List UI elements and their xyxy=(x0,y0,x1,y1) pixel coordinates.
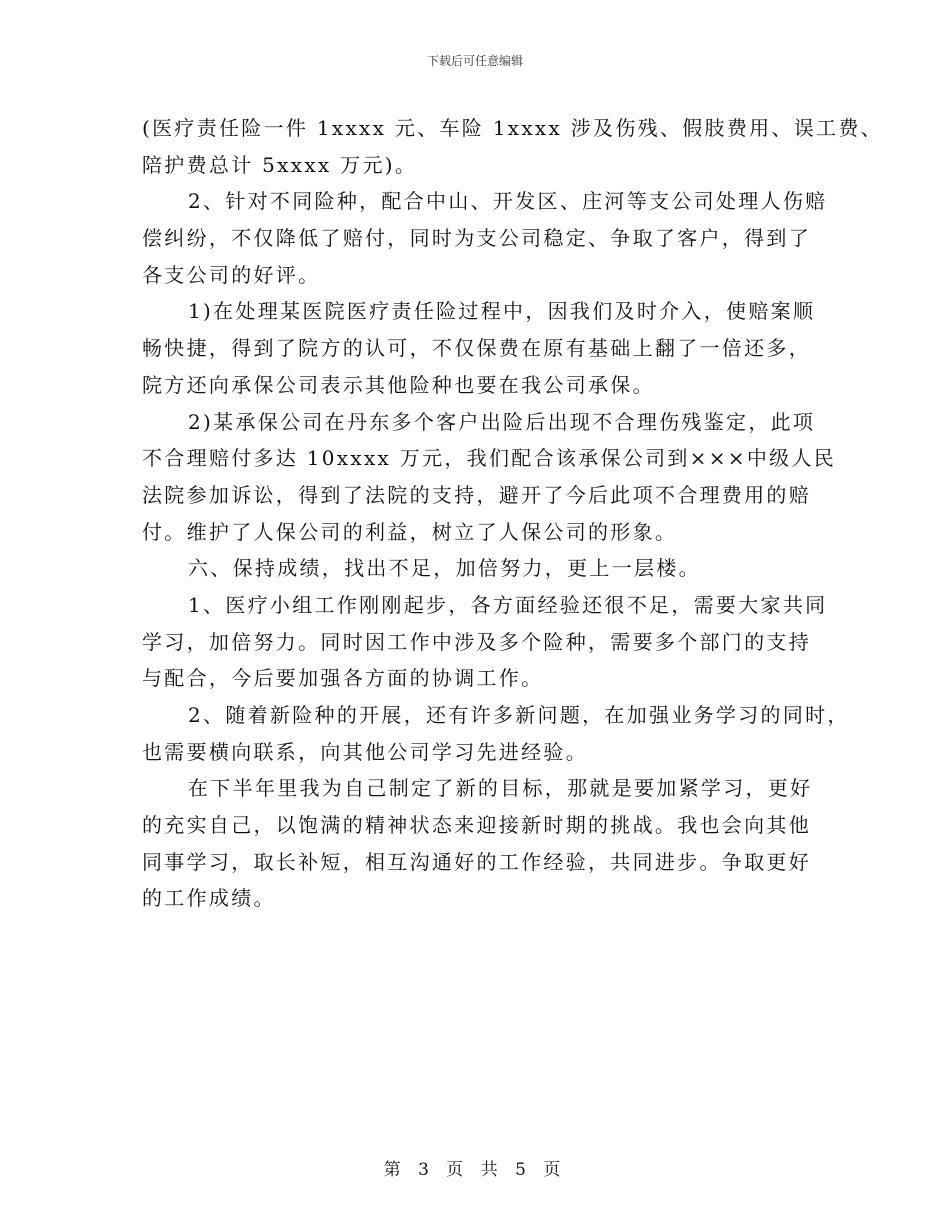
paragraph-start-line: 1)在处理某医院医疗责任险过程中，因我们及时介入，使赔案顺 xyxy=(188,299,816,324)
text-line: 也需要横向联系，向其他公司学习先进经验。 xyxy=(142,739,588,764)
text-line: 偿纠纷，不仅降低了赔付，同时为支公司稳定、争取了客户，得到了 xyxy=(142,226,811,251)
page-header: 下载后可任意编辑 xyxy=(426,54,523,68)
text-line: 畅快捷，得到了院方的认可，不仅保费在原有基础上翻了一倍还多， xyxy=(142,336,811,361)
text-line: 的充实自己，以饱满的精神状态来迎接新时期的挑战。我也会向其他 xyxy=(142,813,811,838)
text-line: 陪护费总计 5xxxx 万元)。 xyxy=(142,152,418,177)
text-line: 院方还向承保公司表示其他险种也要在我公司承保。 xyxy=(142,372,655,397)
text-line: 学习，加倍努力。同时因工作中涉及多个险种，需要多个部门的支持 xyxy=(142,629,811,654)
text-line: 不合理赔付多达 10xxxx 万元，我们配合该承保公司到×××中级人民 xyxy=(142,446,837,471)
page-number-footer: 第 3 页 共 5 页 xyxy=(383,1160,567,1180)
paragraph-start-line: 2)某承保公司在丹东多个客户出险后出现不合理伤残鉴定，此项 xyxy=(188,409,816,434)
paragraph-start-line: 1、医疗小组工作刚刚起步，各方面经验还很不足，需要大家共同 xyxy=(188,592,828,617)
text-line: 的工作成绩。 xyxy=(142,886,276,911)
text-line: (医疗责任险一件 1xxxx 元、车险 1xxxx 涉及伤残、假肢费用、误工费、 xyxy=(142,116,883,140)
section-heading: 六、保持成绩，找出不足，加倍努力，更上一层楼。 xyxy=(188,556,701,581)
paragraph-start-line: 2、随着新险种的开展，还有许多新问题，在加强业务学习的同时， xyxy=(188,703,850,727)
paragraph-start-line: 2、针对不同险种，配合中山、开发区、庄河等支公司处理人伤赔 xyxy=(188,189,828,214)
text-line: 付。维护了人保公司的利益，树立了人保公司的形象。 xyxy=(142,519,678,544)
document-body xyxy=(142,110,883,917)
paragraph-start-line: 在下半年里我为自己制定了新的目标，那就是要加紧学习，更好 xyxy=(188,776,813,801)
text-line: 各支公司的好评。 xyxy=(142,262,321,287)
text-line: 法院参加诉讼，得到了法院的支持，避开了今后此项不合理费用的赔 xyxy=(142,482,811,507)
text-line: 与配合，今后要加强各方面的协调工作。 xyxy=(142,666,544,691)
text-line: 同事学习，取长补短，相互沟通好的工作经验，共同进步。争取更好 xyxy=(142,849,811,874)
